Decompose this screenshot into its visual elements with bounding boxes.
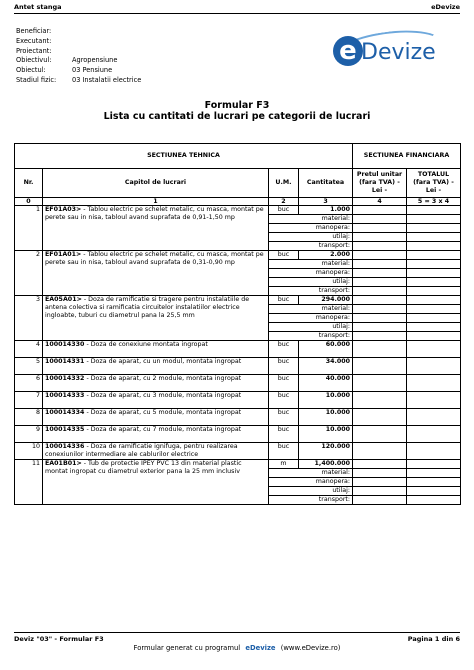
resource-label: transport: [269,496,353,505]
item-text: - Doza de aparat, cu 7 module, montata ingropat [84,426,242,433]
footer-page-number: Pagina 1 din 6 [407,635,460,643]
item-total [407,392,461,409]
resource-total [407,469,461,478]
item-unit-price [353,206,407,215]
item-quantity: 10.000 [299,392,353,409]
item-text: - Doza de conexiune montata ingropat [84,341,208,348]
resource-label: transport: [269,332,353,341]
resource-label: transport: [269,287,353,296]
item-number: 4 [15,341,43,358]
resource-unit-price [353,224,407,233]
resource-unit-price [353,478,407,487]
item-total [407,341,461,358]
item-total [407,296,461,305]
item-total [407,251,461,260]
item-unit-price [353,375,407,392]
page-header [14,2,460,14]
item-text: - Doza de aparat, cu 5 module, montata ingropat [84,409,242,416]
resource-unit-price [353,332,407,341]
resource-total [407,487,461,496]
resource-unit-price [353,314,407,323]
table-row [15,206,461,215]
edevize-logo [333,34,463,72]
form-subtitle: Lista cu cantitati de lucrari pe categorii de lucrari [103,111,371,122]
table-row [15,426,461,443]
item-text: - Tablou electric pe schelet metalic, cu masca, montat pe perete sau in nisa, tabloul avand suprafata de 0,31-0,90 mp [45,251,264,266]
table-row [15,341,461,358]
item-total [407,358,461,375]
item-quantity: 34.000 [299,358,353,375]
table-row [15,358,461,375]
info-value: Agropensiune [72,56,118,65]
item-total [407,426,461,443]
item-description [43,460,269,505]
item-number: 9 [15,426,43,443]
resource-label: manopera: [269,478,353,487]
col-index-4: 4 [353,198,407,206]
item-text: - Doza de aparat, cu 3 module, montata ingropat [84,392,242,399]
item-description [43,426,269,443]
info-row [16,56,141,66]
item-total [407,460,461,469]
item-description [43,443,269,460]
item-text: - Doza de aparat, cu un modul, montata ingropat [84,358,242,365]
item-unit-price [353,358,407,375]
item-um: buc [269,426,299,443]
item-unit-price [353,426,407,443]
resource-total [407,242,461,251]
col-index-5: 5 = 3 x 4 [407,198,461,206]
resource-total [407,478,461,487]
section-financial-header: SECTIUNEA FINANCIARA [353,144,461,169]
table-row [15,392,461,409]
item-quantity: 40.000 [299,375,353,392]
project-info [16,27,141,86]
resource-unit-price [353,305,407,314]
col-index-1: 1 [43,198,269,206]
col-index-3: 3 [299,198,353,206]
info-row [16,37,141,47]
resource-unit-price [353,323,407,332]
item-description [43,358,269,375]
table-row [15,443,461,460]
info-label: Stadiul fizic: [16,75,57,84]
resource-total [407,224,461,233]
generated-text: Formular generat cu programul [133,644,241,652]
info-value: 03 Pensiune [72,66,113,75]
header-left: Antet stanga [14,3,62,11]
generated-url: (www.eDevize.ro) [280,644,341,652]
item-number: 8 [15,409,43,426]
item-um: buc [269,341,299,358]
col-nr-header: Nr. [15,169,43,198]
item-unit-price [353,460,407,469]
resource-label: utilaj: [269,323,353,332]
item-code: 100014336 [45,443,85,450]
item-description [43,296,269,341]
item-unit-price [353,341,407,358]
item-code: 100014331 [45,358,85,365]
edevize-mini-logo: eDevize [245,644,276,652]
item-unit-price [353,443,407,460]
item-number: 3 [15,296,43,341]
resource-unit-price [353,242,407,251]
item-unit-price [353,392,407,409]
item-description [43,409,269,426]
table-row [15,409,461,426]
item-um: buc [269,392,299,409]
resource-label: manopera: [269,314,353,323]
item-unit-price [353,409,407,426]
item-quantity: 60.000 [299,341,353,358]
item-total [407,443,461,460]
item-unit-price [353,296,407,305]
item-quantity: 10.000 [299,409,353,426]
item-code: 100014333 [45,392,85,399]
item-number: 11 [15,460,43,505]
item-code: 100014334 [45,409,85,416]
item-text: - Doza de ramificatie si tragere pentru instalatiile de antena colectiva si ramificatia circuitelor instalatiilor electrice ingloabte, tuburi cu diametrul pana la 25,5 mm [45,296,250,319]
item-um: buc [269,206,299,215]
resource-label: material: [269,260,353,269]
item-code: EF01A03> [45,206,82,213]
item-description [43,206,269,251]
table-row [15,296,461,305]
form-title: Formular F3 [204,100,270,111]
col-quantity-header: Cantitatea [299,169,353,198]
item-total [407,409,461,426]
resource-unit-price [353,269,407,278]
col-unit-price-header: Pretul unitar (fara TVA) - Lei - [353,169,407,198]
header-right: eDevize [431,3,460,11]
resource-label: material: [269,469,353,478]
info-label: Obiectul: [16,66,46,75]
footer-left: Deviz "03" - Formular F3 [14,635,104,643]
resource-label: utilaj: [269,487,353,496]
item-code: 100014335 [45,426,85,433]
item-unit-price [353,251,407,260]
resource-total [407,233,461,242]
works-table [14,143,461,505]
resource-total [407,496,461,505]
item-text: - Doza de ramificatie ignifuga, pentru realizarea conexiunilor intermediare ale cablurilor electrice [45,443,238,458]
col-index-0: 0 [15,198,43,206]
item-text: - Doza de aparat, cu 2 module, montata ingropat [84,375,242,382]
item-quantity: 1,400.000 [299,460,353,469]
info-value: 03 Instalatii electrice [72,75,142,84]
resource-total [407,332,461,341]
resource-total [407,278,461,287]
col-index-2: 2 [269,198,299,206]
item-total [407,206,461,215]
resource-unit-price [353,278,407,287]
resource-total [407,305,461,314]
resource-label: utilaj: [269,278,353,287]
resource-unit-price [353,233,407,242]
item-quantity: 10.000 [299,426,353,443]
item-code: EA05A01> [45,296,82,303]
item-quantity: 120.000 [299,443,353,460]
resource-total [407,215,461,224]
item-description [43,251,269,296]
resource-label: manopera: [269,224,353,233]
page-footer [14,632,460,644]
section-technical-header: SECTIUNEA TEHNICA [15,144,353,169]
resource-unit-price [353,496,407,505]
item-um: buc [269,251,299,260]
logo-text: Devize [361,40,436,65]
resource-total [407,323,461,332]
item-number: 7 [15,392,43,409]
logo-e-icon: e [333,36,363,66]
item-description [43,392,269,409]
item-um: buc [269,296,299,305]
item-code: 100014332 [45,375,85,382]
table-row [15,375,461,392]
info-row [16,66,141,76]
item-description [43,375,269,392]
item-um: buc [269,358,299,375]
resource-unit-price [353,487,407,496]
resource-total [407,269,461,278]
item-quantity: 294.000 [299,296,353,305]
item-number: 5 [15,358,43,375]
info-row [16,76,141,86]
resource-total [407,287,461,296]
col-um-header: U.M. [269,169,299,198]
info-label: Executant: [16,36,52,45]
resource-unit-price [353,287,407,296]
item-um: buc [269,443,299,460]
resource-unit-price [353,215,407,224]
item-code: EA01B01> [45,460,82,467]
info-label: Proiectant: [16,46,52,55]
resource-label: utilaj: [269,233,353,242]
table-row [15,460,461,469]
resource-unit-price [353,260,407,269]
resource-label: material: [269,215,353,224]
table-row [15,251,461,260]
item-um: m [269,460,299,469]
resource-total [407,314,461,323]
col-total-header: TOTALUL (fara TVA) - Lei - [407,169,461,198]
info-row [16,47,141,57]
item-quantity: 2.000 [299,251,353,260]
item-text: - Tub de protectie IPEY PVC 13 din material plastic montat ingropat cu diametrul exterior pana la 25 mm inclusiv [45,460,242,475]
item-number: 6 [15,375,43,392]
resource-label: material: [269,305,353,314]
info-label: Beneficiar: [16,27,52,35]
item-um: buc [269,375,299,392]
item-number: 10 [15,443,43,460]
item-code: EF01A01> [45,251,82,258]
item-description [43,341,269,358]
info-row [16,27,141,37]
item-number: 2 [15,251,43,296]
resource-label: manopera: [269,269,353,278]
resource-label: transport: [269,242,353,251]
item-code: 100014330 [45,341,85,348]
item-text: - Tablou electric pe schelet metalic, cu masca, montat pe perete sau in nisa, tabloul avand suprafata de 0,91-1,50 mp [45,206,264,221]
resource-total [407,260,461,269]
item-um: buc [269,409,299,426]
generated-by [0,644,474,652]
item-total [407,375,461,392]
col-chapter-header: Capitol de lucrari [43,169,269,198]
item-quantity: 1.000 [299,206,353,215]
info-label: Obiectivul: [16,56,52,65]
item-number: 1 [15,206,43,251]
resource-unit-price [353,469,407,478]
